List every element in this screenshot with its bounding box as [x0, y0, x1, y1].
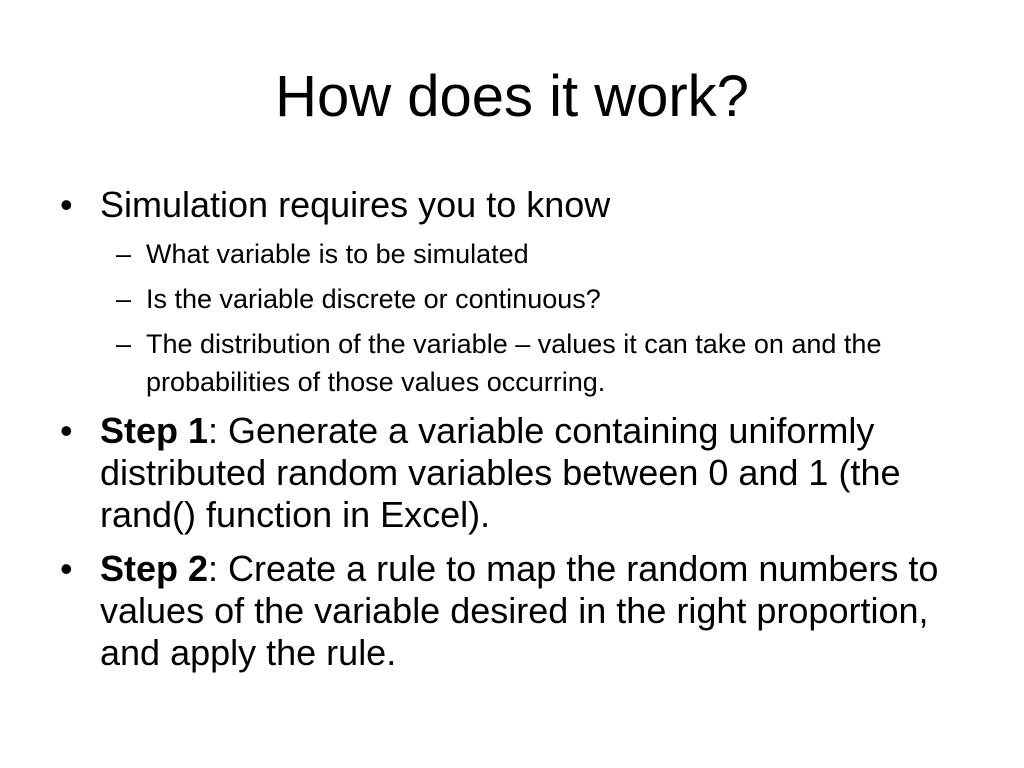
bullet-mark: • [60, 410, 73, 451]
sub-item-text: Is the variable discrete or continuous? [146, 284, 601, 314]
slide-title: How does it work? [275, 64, 749, 129]
sub-item-text: The distribution of the variable – values it can take on and the probabilities of those values occurring. [146, 329, 882, 397]
sub-bullet-mark: – [116, 239, 132, 269]
step-label: Step 2 [100, 548, 209, 589]
bullet-text [100, 410, 970, 536]
step-description: : Generate a variable containing uniformly distributed random variables between 0 and 1 (the rand() function in Excel). [100, 410, 901, 535]
bullet-text: Simulation requires you to know [100, 184, 611, 225]
bullet-text [100, 548, 970, 674]
bullet-mark: • [60, 548, 73, 589]
sub-bullet-mark: – [116, 329, 132, 359]
sub-bullet-mark: – [116, 284, 132, 314]
step-label: Step 1 [100, 410, 209, 451]
sub-item-text: What variable is to be simulated [146, 239, 529, 269]
bullet-mark: • [60, 184, 73, 225]
step-description: : Create a rule to map the random numbers to values of the variable desired in the right proportion, and apply the rule. [100, 548, 939, 673]
